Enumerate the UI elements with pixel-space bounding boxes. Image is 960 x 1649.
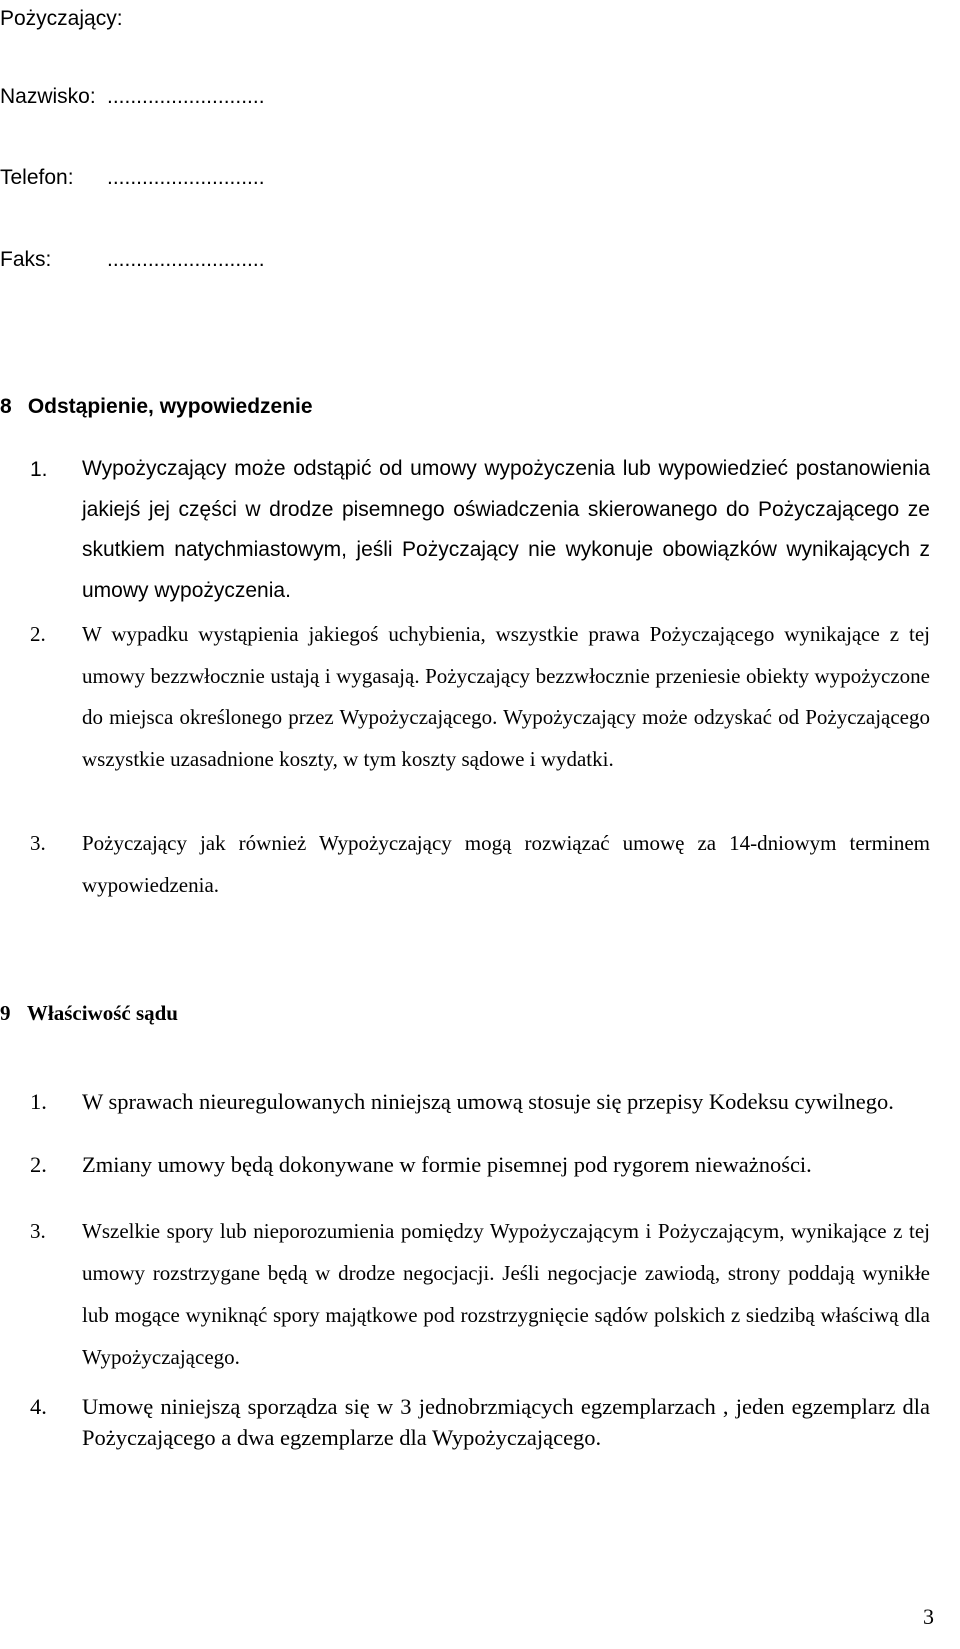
- fax-value: ...........................: [107, 248, 265, 271]
- section-9-number: 9: [0, 1001, 11, 1025]
- section-9-item-4: 4. Umowę niniejszą sporządza się w 3 jednobrzmiących egzemplarzach , jeden egzemplarz dla Pożyczającego a dwa egzemplarze dla Wypożyczającego.: [30, 1394, 930, 1450]
- fax-label: Faks:: [0, 248, 52, 271]
- surname-label: Nazwisko:: [0, 85, 96, 108]
- phone-field: [0, 165, 400, 191]
- section-9-title: Właściwość sądu: [26, 1001, 178, 1025]
- section-9-item-1: 1. W sprawach nieuregulowanych niniejszą umową stosuje się przepisy Kodeksu cywilnego.: [30, 1089, 894, 1114]
- section-8-heading: [0, 394, 313, 420]
- section-8-title: Odstąpienie, wypowiedzenie: [27, 395, 313, 418]
- surname-value: ...........................: [107, 85, 265, 108]
- section-9-heading: [0, 1000, 178, 1026]
- section-9-item-3: 3. Wszelkie spory lub nieporozumienia pomiędzy Wypożyczającym i Pożyczającym, wynikające z tej umowy rozstrzygane będą w drodze negocjacji. Jeśli negocjacje zawiodą, strony poddają wynikłe lub mogące wyniknąć spory majątkowe pod rozstrzygnięcie sądów polskich z siedzibą właściwą dla Wypożyczającego.: [30, 1219, 930, 1369]
- section-8-item-1: 1. Wypożyczający może odstąpić od umowy wypożyczenia lub wypowiedzieć postanowienia jakiejś jej części w drodze pisemnego oświadczenia skierowanego do Pożyczającego ze skutkiem natychmiastowym, jeśli Pożyczający nie wykonuje obowiązków wynikających z umowy wypożyczenia.: [30, 457, 930, 602]
- section-8-item-2: 2. W wypadku wystąpienia jakiegoś uchybienia, wszystkie prawa Pożyczającego wynikające z tej umowy bezzwłocznie ustają i wygasają. Pożyczający bezzwłocznie przeniesie obiekty wypożyczone do miejsca określonego przez Wypożyczającego. Wypożyczający może odzyskać od Pożyczającego wszystkie uzasadnione koszty, w tym koszty sądowe i wydatki.: [30, 622, 930, 771]
- borrower-heading: Pożyczający:: [0, 7, 123, 30]
- phone-value: ...........................: [107, 166, 265, 189]
- section-9-item-2: 2. Zmiany umowy będą dokonywane w formie pisemnej pod rygorem nieważności.: [30, 1152, 812, 1177]
- section-8-number: 8: [0, 395, 12, 418]
- surname-field: [0, 84, 400, 110]
- phone-label: Telefon:: [0, 166, 74, 189]
- fax-field: [0, 247, 400, 273]
- section-8-item-3: 3. Pożyczający jak również Wypożyczający mogą rozwiązać umowę za 14-dniowym terminem wypowiedzenia.: [30, 831, 930, 897]
- page-number: 3: [923, 1604, 934, 1629]
